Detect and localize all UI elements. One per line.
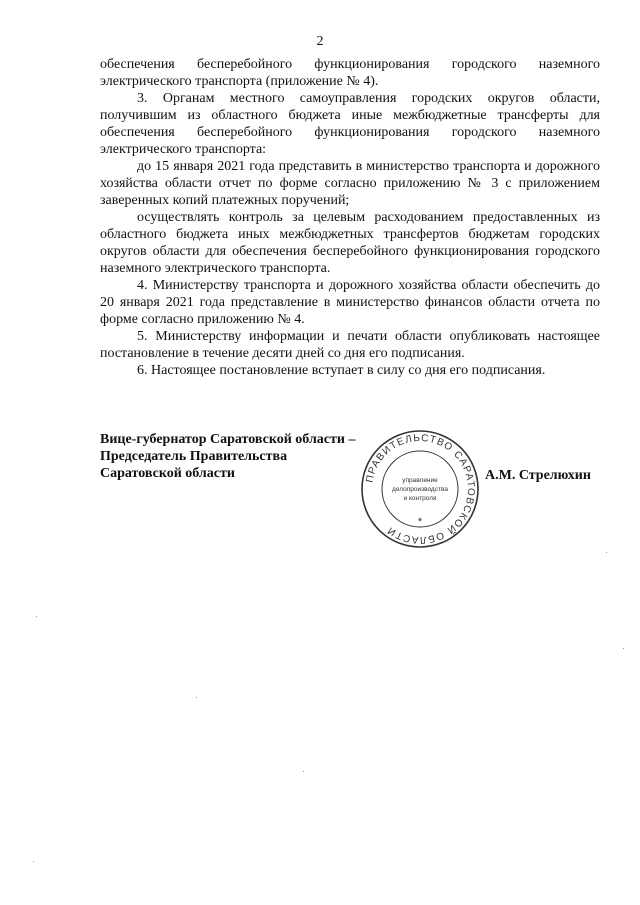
signatory-title	[100, 431, 355, 482]
paragraph: 4. Министерству транспорта и дорожного хозяйства области обеспечить до 20 января 2021 года представление в министерство финансов области отчета по форме согласно приложению № 4.	[100, 278, 600, 327]
paragraph: до 15 января 2021 года представить в министерство транспорта и дорожного хозяйства области отчет по форме согласно приложению № 3 с приложением заверенных копий платежных поручений;	[100, 159, 600, 208]
seal-outer-text-path: ПРАВИТЕЛЬСТВО САРАТОВСКОЙ ОБЛАСТИ	[364, 432, 477, 546]
page-number: 2	[316, 34, 324, 49]
paragraph: осуществлять контроль за целевым расходованием предоставленных из областного бюджета иных межбюджетных трансфертов бюджетам городских округов области для обеспечения бесперебойного функционирования городского наземного электрического транспорта.	[100, 210, 600, 276]
seal-star-icon: *	[417, 516, 423, 528]
signatory-title-line: Саратовской области	[100, 466, 235, 481]
signatory-title-line: Вице-губернатор Саратовской области –	[100, 432, 356, 447]
paragraph: 5. Министерству информации и печати области опубликовать настоящее постановление в течение десяти дней со дня его подписания.	[100, 329, 600, 361]
document-body	[100, 56, 600, 379]
signature-block	[100, 431, 600, 551]
seal-inner-line: и контроля	[403, 495, 437, 502]
paragraph: 3. Органам местного самоуправления городских округов области, получившим из областного бюджета иные межбюджетные трансферты для обеспечения бесперебойного функционирования городского наземного электрического транспорта:	[100, 91, 600, 157]
signatory-name: А.М. Стрелюхин	[485, 468, 591, 483]
official-seal-stamp	[358, 427, 482, 551]
signatory-title-line: Председатель Правительства	[100, 449, 288, 464]
paragraph: 6. Настоящее постановление вступает в силу со дня его подписания.	[137, 363, 546, 378]
paragraph: обеспечения бесперебойного функционирования городского наземного электрического транспорта (приложение № 4).	[100, 57, 600, 89]
seal-inner-line: управление	[402, 477, 438, 484]
seal-inner-line: делопроизводства	[392, 486, 448, 493]
